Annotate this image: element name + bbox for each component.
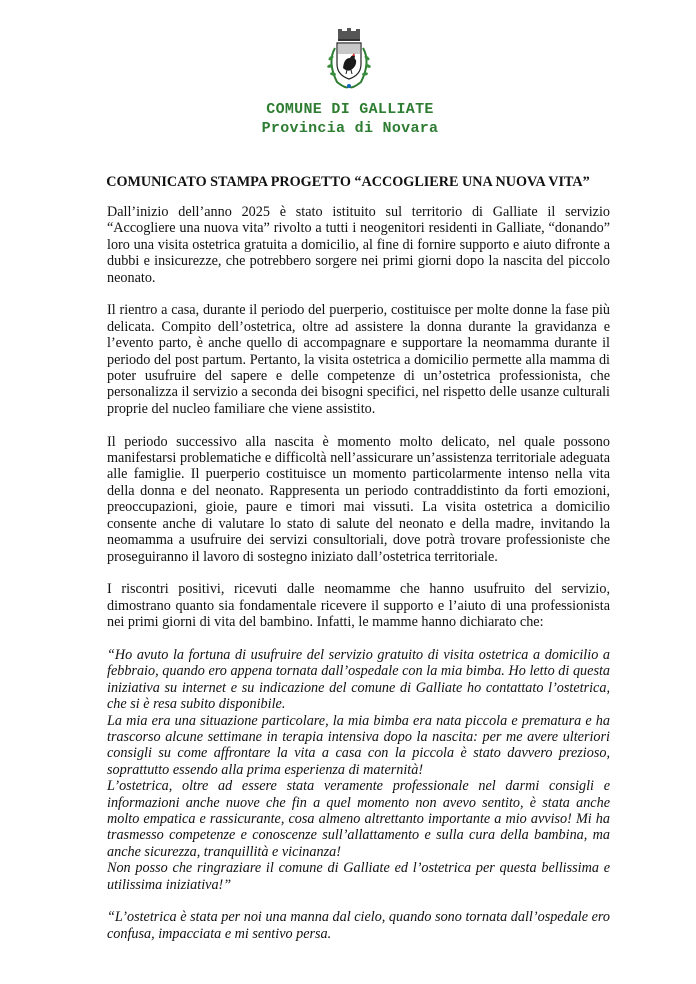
testimonial-quote bbox=[107, 647, 610, 893]
paragraph: I riscontri positivi, ricevuti dalle neomamme che hanno usufruito del servizio, dimostrano quanto sia fondamentale ricevere il supporto e l’aiuto di una professionista nei primi giorni di vita del bambino. Infatti, le mamme hanno dichiarato che: bbox=[107, 581, 610, 631]
comune-name: COMUNE DI GALLIATE bbox=[266, 101, 434, 118]
quote-line: L’ostetrica, oltre ad essere stata veramente professionale nel darmi consigli e informazioni anche nuove che fin a quel momento non avevo sentito, è stata anche molto empatica e rassicurante, cosa almeno altrettanto importante a mio avviso! Mi ha trasmesso competenze e conoscenze sull’allattamento e sulla cura della bambina, ma anche sicurezza, tranquillità e vicinanza! bbox=[107, 778, 610, 860]
paragraph: Il periodo successivo alla nascita è momento molto delicato, nel quale possono manifestarsi problematiche e difficoltà nell’assicurare un’assistenza territoriale adeguata alle famiglie. Il puerperio costituisce un momento particolarmente intenso nella vita della donna e del neonato. Rappresenta un periodo contraddistinto da forti emozioni, preoccupazioni, gioie, paure e timori mai vissuti. La visita ostetrica a domicilio consente anche di valutare lo stato di salute del neonato e della madre, invitando la neomamma a usufruire dei servizi consultoriali, dove potrà trovare professioniste che proseguiranno il lavoro di sostegno iniziato dall’ostetrica territoriale. bbox=[107, 433, 610, 565]
quote-line: Non posso che ringraziare il comune di Galliate ed l’ostetrica per questa bellissima e utilissima iniziativa!” bbox=[107, 860, 610, 893]
testimonial-quote-second: “L’ostetrica è stata per noi una manna dal cielo, quando sono tornata dall’ospedale ero confusa, impacciata e mi sentivo persa. bbox=[107, 909, 610, 942]
paragraph: Dall’inizio dell’anno 2025 è stato istituito sul territorio di Galliate il servizio “Accogliere una nuova vita” rivolto a tutti i neogenitori residenti in Galliate, “donando” loro una visita ostetrica gratuita a domicilio, al fine di fornire supporto e aiuto difronte a dubbi e insicurezze, che potrebbero sorgere nei primi giorni dopo la nascita del piccolo neonato. bbox=[107, 204, 610, 286]
coat-of-arms-icon bbox=[321, 28, 377, 94]
document-body bbox=[107, 204, 610, 942]
quote-line: La mia era una situazione particolare, la mia bimba era nata piccola e prematura e ha trascorso alcune settimane in terapia intensiva dopo la nascita: per me avere ulteriori consigli su come affrontare la vita a casa con la piccola è stato davvero prezioso, soprattutto essendo alla prima esperienza di maternità! bbox=[107, 712, 610, 778]
quote-line: “Ho avuto la fortuna di usufruire del servizio gratuito di visita ostetrica a domicilio a febbraio, quando ero appena tornata dall’ospedale con la mia bimba. Ho letto di questa iniziativa su internet e su indicazione del comune di Galliate ho contattato l’ostetrica, che si è resa subito disponibile. bbox=[107, 646, 610, 713]
provincia-name: Provincia di Novara bbox=[261, 120, 439, 137]
press-release-title: COMUNICATO STAMPA PROGETTO “ACCOGLIERE UNA NUOVA VITA” bbox=[106, 174, 590, 190]
paragraph: Il rientro a casa, durante il periodo del puerperio, costituisce per molte donne la fase più delicata. Compito dell’ostetrica, oltre ad assistere la donna durante la gravidanza e l’evento parto, è anche quello di accompagnare e supportare la neomamma durante il periodo del post partum. Pertanto, la visita ostetrica a domicilio permette alla mamma di poter usufruire del sapere e delle competenze di un’ostetrica professionista, che personalizza il servizio a seconda dei bisogni specifici, nel rispetto delle usanze culturali proprie del nucleo familiare che viene assistito. bbox=[107, 302, 610, 417]
